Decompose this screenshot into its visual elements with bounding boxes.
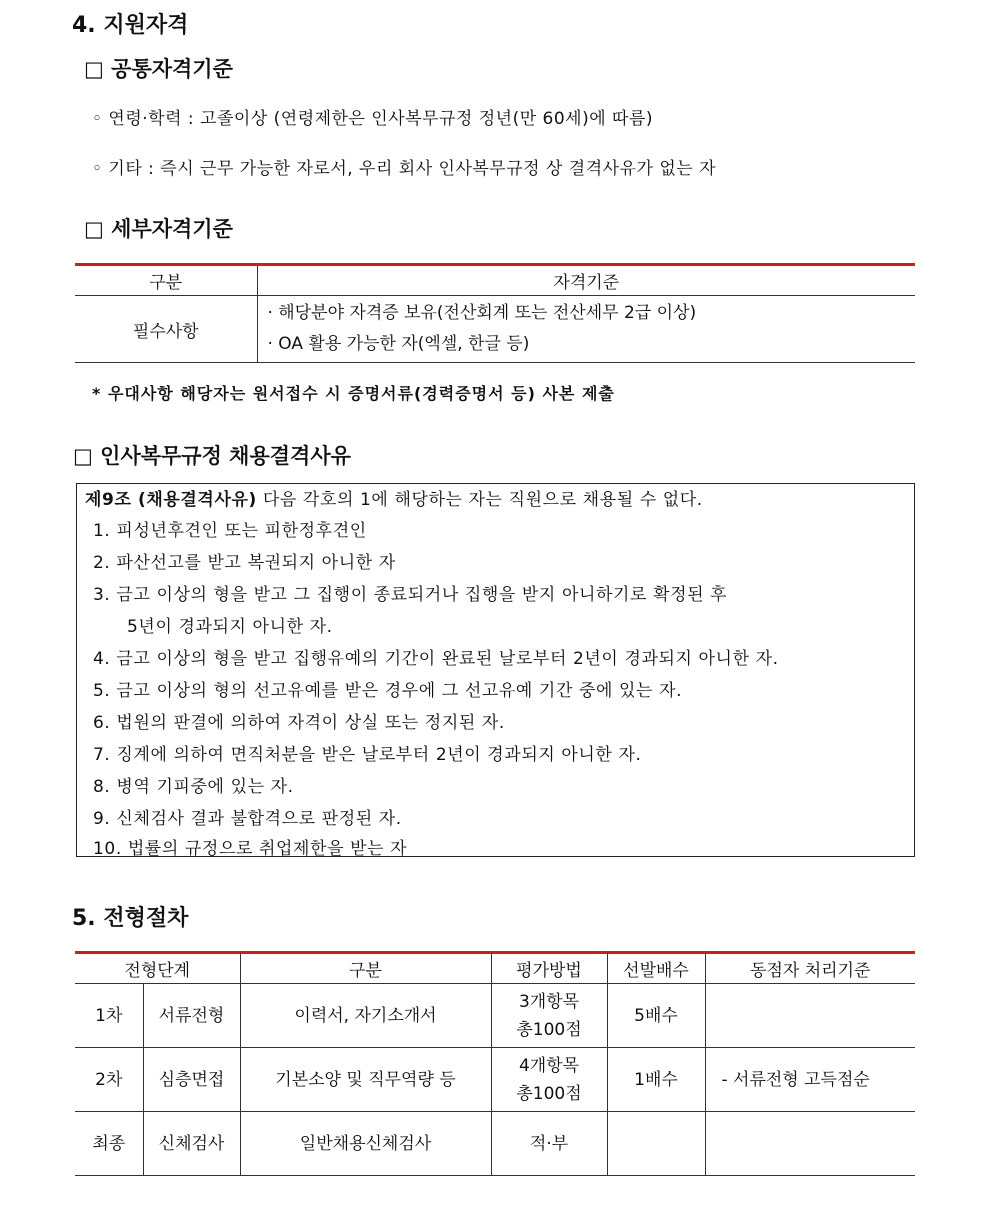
stage-cell: 최종	[75, 1112, 143, 1176]
table-row	[75, 1048, 915, 1112]
method-cell	[491, 1112, 607, 1176]
method-line: 적·부	[529, 1133, 569, 1154]
detail-criteria-table	[75, 266, 915, 363]
method-line: 총100점	[516, 1083, 582, 1104]
disqualify-item: 2. 파산선고를 받고 복권되지 아니한 자	[93, 553, 396, 573]
table-row	[75, 296, 915, 363]
stage-name-cell: 심층면접	[143, 1048, 240, 1112]
disqualify-item: 4. 금고 이상의 형을 받고 집행유예의 기간이 완료된 날로부터 2년이 경과되지 아니한 자.	[93, 649, 779, 669]
stage-cell: 1차	[75, 984, 143, 1048]
tie-rule-cell	[705, 1112, 915, 1176]
description-cell: 이력서, 자기소개서	[240, 984, 491, 1048]
tie-rule-cell: - 서류전형 고득점순	[705, 1048, 915, 1112]
stage-name-cell: 서류전형	[143, 984, 240, 1048]
preference-note: * 우대사항 해당자는 원서접수 시 증명서류(경력증명서 등) 사본 제출	[92, 384, 615, 403]
ratio-cell: 1배수	[607, 1048, 705, 1112]
disqualify-item: 1. 피성년후견인 또는 피한정후견인	[93, 521, 367, 541]
selection-process-table	[75, 953, 915, 1176]
stage-name-cell: 신체검사	[143, 1112, 240, 1176]
table-header-cell: 구분	[240, 953, 491, 984]
description-cell: 기본소양 및 직무역량 등	[240, 1048, 491, 1112]
requirement-list	[257, 296, 915, 363]
article-text: 다음 각호의 1에 해당하는 자는 직원으로 채용될 수 없다.	[256, 490, 703, 510]
tie-rule-cell	[705, 984, 915, 1048]
disqualification-box	[76, 483, 915, 857]
disqualify-item: 9. 신체검사 결과 불합격으로 판정된 자.	[93, 809, 402, 829]
table-header-cell: 평가방법	[491, 953, 607, 984]
table-row	[75, 984, 915, 1048]
requirement-item: · 해당분야 자격증 보유(전산회계 또는 전산세무 2급 이상)	[267, 303, 697, 323]
method-cell	[491, 1048, 607, 1112]
common-criteria-heading: □ 공통자격기준	[84, 57, 233, 81]
common-criteria-item: ◦ 기타 : 즉시 근무 가능한 자로서, 우리 회사 인사복무규정 상 결격사유가 없는 자	[92, 159, 716, 179]
method-line: 4개항목	[518, 1055, 580, 1076]
description-cell: 일반채용신체검사	[240, 1112, 491, 1176]
row-label: 필수사항	[75, 296, 257, 363]
disqualify-heading: □ 인사복무규정 채용결격사유	[73, 444, 351, 468]
article-title: 제9조 (채용결격사유)	[85, 490, 257, 510]
detail-criteria-heading: □ 세부자격기준	[84, 217, 233, 241]
disqualify-item: 10. 법률의 규정으로 취업제한을 받는 자	[93, 839, 408, 859]
method-cell	[491, 984, 607, 1048]
table-header-cell: 선발배수	[607, 953, 705, 984]
table-header-cell: 전형단계	[75, 953, 240, 984]
requirement-item: · OA 활용 가능한 자(엑셀, 한글 등)	[267, 334, 530, 354]
common-criteria-item: ◦ 연령·학력 : 고졸이상 (연령제한은 인사복무규정 정년(만 60세)에 따름)	[92, 109, 654, 129]
disqualify-item: 5. 금고 이상의 형의 선고유예를 받은 경우에 그 선고유예 기간 중에 있는 자.	[93, 681, 683, 701]
disqualify-item: 6. 법원의 판결에 의하여 자격이 상실 또는 정지된 자.	[93, 713, 505, 733]
disqualify-item: 8. 병역 기피중에 있는 자.	[93, 777, 294, 797]
section5-title: 5. 전형절차	[72, 906, 189, 931]
method-line: 3개항목	[518, 991, 580, 1012]
table-header-cell: 자격기준	[257, 266, 915, 296]
method-line: 총100점	[516, 1019, 582, 1040]
table-header-cell: 구분	[75, 266, 257, 296]
table-header-cell: 동점자 처리기준	[705, 953, 915, 984]
ratio-cell	[607, 1112, 705, 1176]
article-line	[85, 485, 703, 510]
disqualify-item-continued: 5년이 경과되지 아니한 자.	[127, 617, 333, 637]
section4-title: 4. 지원자격	[72, 13, 189, 38]
table-row	[75, 1112, 915, 1176]
disqualify-item: 7. 징계에 의하여 면직처분을 받은 날로부터 2년이 경과되지 아니한 자.	[93, 745, 642, 765]
ratio-cell: 5배수	[607, 984, 705, 1048]
disqualify-item: 3. 금고 이상의 형을 받고 그 집행이 종료되거나 집행을 받지 아니하기로 확정된 후	[93, 585, 728, 605]
stage-cell: 2차	[75, 1048, 143, 1112]
